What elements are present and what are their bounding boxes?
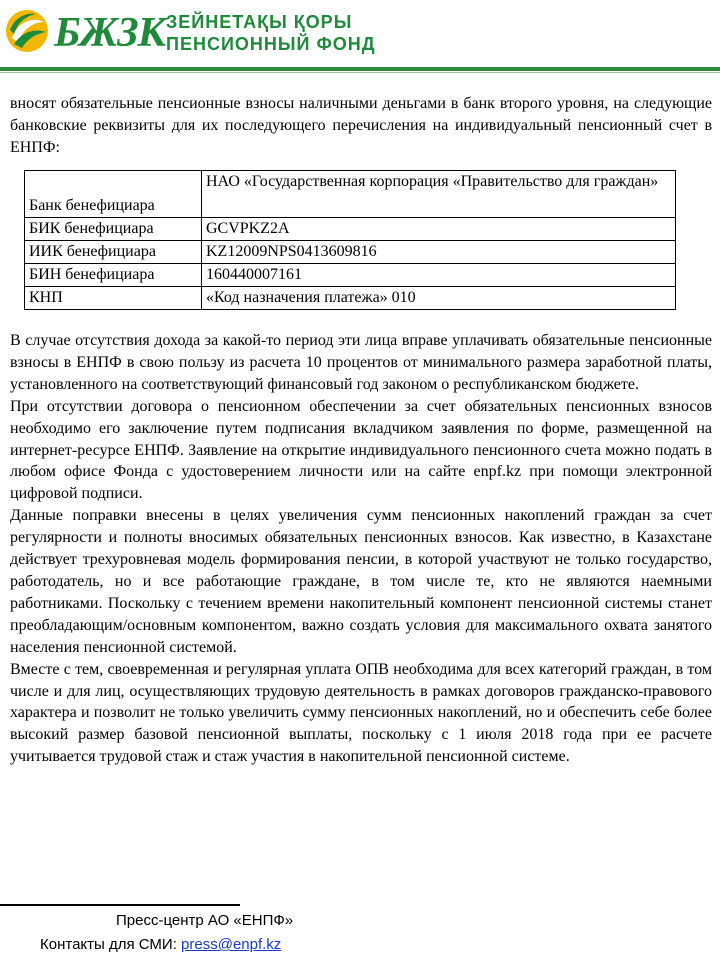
table-row: [25, 287, 676, 310]
footer-divider: [0, 904, 240, 906]
requisite-label: ИИК бенефициара: [25, 241, 202, 264]
table-row: [25, 264, 676, 287]
paragraph-amendments: Данные поправки внесены в целях увеличения сумм пенсионных накоплений граждан за счет регулярности и полноты вносимых обязательных пенсионных взносов. Как известно, в Казахстане действует трехуровневая модель формирования пенсии, в которой участвуют не только государство, работодатель, но и все работающие граждане, в том числе те, кто не являются наемными работниками. Поскольку с течением времени накопительный компонент пенсионной системы станет преобладающим/основным компонентом, важно создать условия для максимального охвата занятого населения пенсионной системой.: [10, 507, 712, 656]
requisite-label: БИН бенефициара: [25, 264, 202, 287]
requisite-label: БИК бенефициара: [25, 218, 202, 241]
bank-requisites-table: [24, 170, 676, 310]
logo-wordmark: БЖЗК: [54, 10, 166, 56]
requisite-value: НАО «Государственная корпорация «Правительство для граждан»: [202, 171, 676, 218]
intro-paragraph: вносят обязательные пенсионные взносы наличными деньгами в банк второго уровня, на следующие банковские реквизиты для их последующего перечисления на индивидуальный пенсионный счет в ЕНПФ:: [10, 95, 712, 156]
org-name-russian: ПЕНСИОННЫЙ ФОНД: [166, 34, 376, 54]
table-row: [25, 218, 676, 241]
paragraph-regular-payment: Вместе с тем, своевременная и регулярная уплата ОПВ необходима для всех категорий граждан, в том числе и для лиц, осуществляющих трудовую деятельность в рамках договоров гражданско-правового характера и позволит не только увеличить сумму пенсионных накоплений, но и обеспечить себе более высокий размер базовой пенсионной выплаты, поскольку с 1 июля 2018 года при ее расчете учитывается трудовой стаж и стаж участия в накопительной пенсионной системе.: [10, 660, 712, 766]
org-name-kazakh: ЗЕЙНЕТАҚЫ ҚОРЫ: [166, 12, 353, 32]
coin-emblem-icon: [4, 8, 50, 54]
press-center: Пресс-центр АО «ЕНПФ»: [116, 912, 294, 929]
org-name: [166, 11, 376, 55]
requisite-label: КНП: [25, 287, 202, 310]
enpf-logo: [4, 8, 164, 58]
press-email-link[interactable]: press@enpf.kz: [181, 936, 282, 953]
header-divider-thin: [0, 72, 720, 73]
requisite-value: KZ12009NPS0413609816: [202, 241, 676, 264]
requisite-value: GCVPKZ2A: [202, 218, 676, 241]
header-divider: [0, 67, 720, 71]
media-contacts: [40, 935, 281, 955]
requisite-value: 160440007161: [202, 264, 676, 287]
requisite-value: «Код назначения платежа» 010: [202, 287, 676, 310]
contacts-label: Контакты для СМИ:: [40, 936, 182, 953]
table-row: [25, 241, 676, 264]
intro-section: [10, 93, 712, 158]
paragraph-contract: При отсутствии договора о пенсионном обеспечении за счет обязательных пенсионных взносов необходимо его заключение путем подписания вкладчиком заявления по форме, размещенной на интернет-ресурсе ЕНПФ. Заявление на открытие индивидуального пенсионного счета можно подать в любом офисе Фонда с удостоверением личности или на сайте enpf.kz при помощи электронной цифровой подписи.: [10, 397, 712, 503]
letterhead: [0, 0, 720, 76]
table-row: [25, 171, 676, 218]
article-body: [10, 330, 712, 768]
paragraph-no-income: В случае отсутствия дохода за какой-то период эти лица вправе уплачивать обязательные пенсионные взносы в ЕНПФ в свою пользу из расчета 10 процентов от минимального размера заработной платы, установленного на соответствующий финансовый год законом о республиканском бюджете.: [10, 332, 712, 393]
requisite-label: Банк бенефициара: [25, 171, 202, 218]
